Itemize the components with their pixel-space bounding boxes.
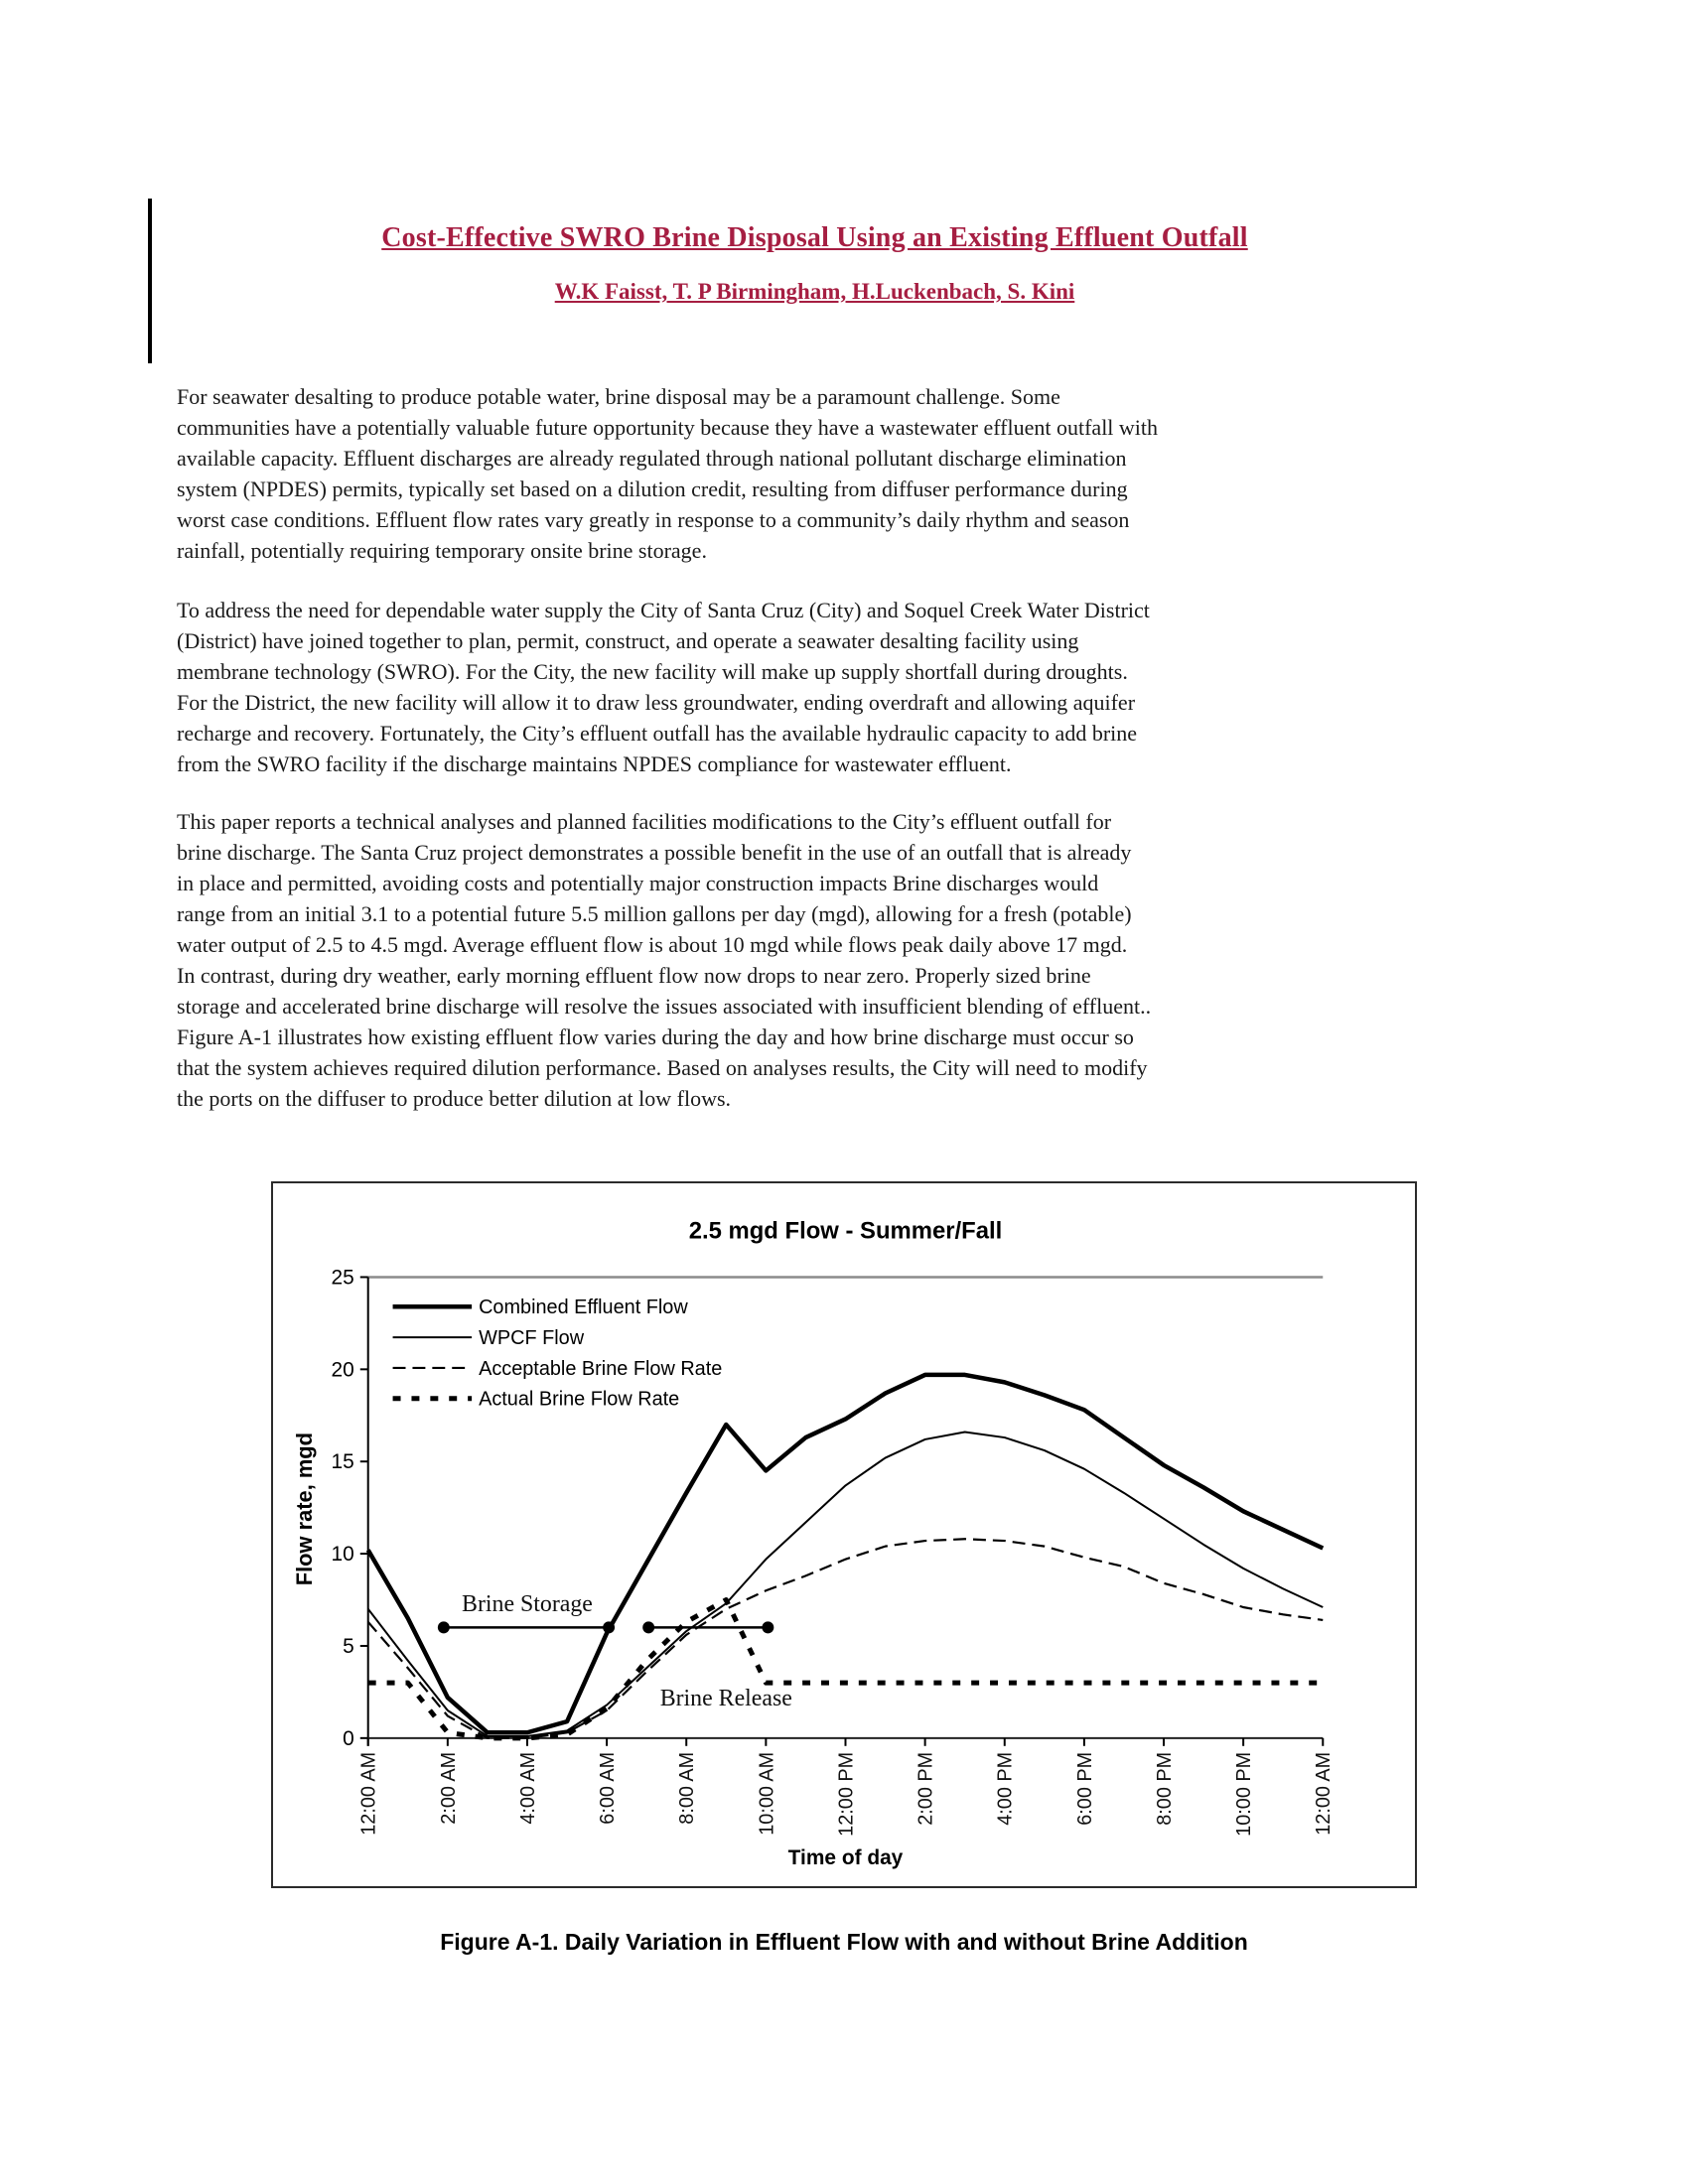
text-line: communities have a potentially valuable future opportunity because they have a wastewater effluent outfall with <box>177 415 1159 440</box>
text-line: water output of 2.5 to 4.5 mgd. Average effluent flow is about 10 mgd while flows peak daily above 17 mgd. <box>177 932 1128 957</box>
text-line: For the District, the new facility will allow it to draw less groundwater, ending overdraft and allowing aquifer <box>177 690 1136 715</box>
x-tick-label: 6:00 PM <box>1073 1751 1096 1826</box>
series-line-actual-brine-flow-rate <box>368 1600 1324 1738</box>
text-line: membrane technology (SWRO). For the City, the new facility will make up supply shortfall during droughts. <box>177 659 1128 684</box>
text-line: that the system achieves required dilution performance. Based on analyses results, the City will need to modify <box>177 1055 1148 1080</box>
series-line-wpcf-flow <box>368 1432 1324 1735</box>
x-tick-label: 12:00 AM <box>357 1751 380 1836</box>
legend-label: WPCF Flow <box>479 1327 585 1350</box>
storage-segment-endpoint <box>762 1621 774 1633</box>
storage-segment-endpoint <box>603 1621 615 1633</box>
text-line: the ports on the diffuser to produce better dilution at low flows. <box>177 1086 732 1111</box>
series-line-combined-effluent-flow <box>368 1375 1324 1732</box>
text-line: worst case conditions. Effluent flow rates vary greatly in response to a community’s daily rhythm and season <box>177 507 1130 532</box>
x-tick-label: 10:00 AM <box>756 1751 778 1836</box>
x-tick-label: 10:00 PM <box>1233 1751 1256 1837</box>
x-tick-label: 8:00 AM <box>676 1751 699 1825</box>
text-line: (District) have joined together to plan, permit, construct, and operate a seawater desalting facility using <box>177 628 1079 653</box>
storage-segment-endpoint <box>642 1621 654 1633</box>
y-axis-title: Flow rate, mgd <box>292 1433 318 1586</box>
x-tick-label: 6:00 AM <box>597 1751 620 1825</box>
y-tick-label: 10 <box>331 1543 354 1567</box>
text-line: To address the need for dependable water supply the City of Santa Cruz (City) and Soquel Creek Water District <box>177 598 1150 622</box>
series-line-acceptable-brine-flow-rate <box>368 1539 1324 1738</box>
authors-line: W.K Faisst, T. P Birmingham, H.Luckenbach, S. Kini <box>554 279 1075 304</box>
legend-label: Combined Effluent Flow <box>479 1297 688 1319</box>
chart-canvas <box>273 1183 1415 1886</box>
y-tick-label: 0 <box>343 1726 354 1750</box>
y-tick-label: 25 <box>331 1266 354 1290</box>
text-line: recharge and recovery. Fortunately, the City’s effluent outfall has the available hydraulic capacity to add brine <box>177 721 1138 746</box>
paragraph-3 <box>177 806 1468 1114</box>
y-tick-label: 15 <box>331 1450 354 1474</box>
x-tick-label: 2:00 PM <box>914 1751 937 1826</box>
text-line: Figure A-1 illustrates how existing effluent flow varies during the day and how brine discharge must occur so <box>177 1024 1134 1049</box>
text-line: in place and permitted, avoiding costs and potentially major construction impacts Brine discharges would <box>177 871 1099 895</box>
text-line: For seawater desalting to produce potable water, brine disposal may be a paramount challenge. Some <box>177 384 1060 409</box>
text-line: system (NPDES) permits, typically set based on a dilution credit, resulting from diffuser performance during <box>177 477 1128 501</box>
x-tick-label: 12:00 AM <box>1313 1751 1336 1836</box>
annotation-brine-release: Brine Release <box>659 1685 792 1711</box>
text-line: brine discharge. The Santa Cruz project demonstrates a possible benefit in the use of an outfall that is already <box>177 840 1132 865</box>
x-axis-title: Time of day <box>787 1846 904 1870</box>
x-tick-label: 4:00 PM <box>994 1751 1017 1826</box>
x-tick-label: 2:00 AM <box>437 1751 460 1825</box>
x-tick-label: 4:00 AM <box>516 1751 539 1825</box>
x-tick-label: 8:00 PM <box>1153 1751 1176 1826</box>
paragraph-1 <box>177 381 1468 566</box>
text-line: In contrast, during dry weather, early morning effluent flow now drops to near zero. Properly sized brine <box>177 963 1091 988</box>
figure-caption: Figure A-1. Daily Variation in Effluent Flow with and without Brine Addition <box>440 1929 1248 1955</box>
text-line: available capacity. Effluent discharges are already regulated through national pollutant discharge elimination <box>177 446 1127 471</box>
legend-label: Acceptable Brine Flow Rate <box>479 1357 723 1380</box>
revision-change-bar <box>148 199 152 363</box>
storage-segment-endpoint <box>438 1621 450 1633</box>
annotation-brine-storage: Brine Storage <box>462 1591 593 1618</box>
text-line: range from an initial 3.1 to a potential future 5.5 million gallons per day (mgd), allowing for a fresh (potable) <box>177 901 1132 926</box>
text-line: from the SWRO facility if the discharge maintains NPDES compliance for wastewater effluent. <box>177 751 1012 776</box>
chart-title: 2.5 mgd Flow - Summer/Fall <box>688 1217 1003 1245</box>
text-line: This paper reports a technical analyses and planned facilities modifications to the City’s effluent outfall for <box>177 809 1112 834</box>
y-tick-label: 5 <box>343 1634 354 1658</box>
text-line: rainfall, potentially requiring temporary onsite brine storage. <box>177 538 707 563</box>
legend-label: Actual Brine Flow Rate <box>479 1388 680 1411</box>
paragraph-2 <box>177 595 1468 779</box>
page-title: Cost-Effective SWRO Brine Disposal Using an Existing Effluent Outfall <box>381 222 1248 253</box>
x-tick-label: 12:00 PM <box>835 1751 858 1837</box>
y-tick-label: 20 <box>331 1358 354 1382</box>
text-line: storage and accelerated brine discharge will resolve the issues associated with insufficient blending of effluent.. <box>177 994 1152 1019</box>
figure-a1 <box>271 1181 1417 1888</box>
